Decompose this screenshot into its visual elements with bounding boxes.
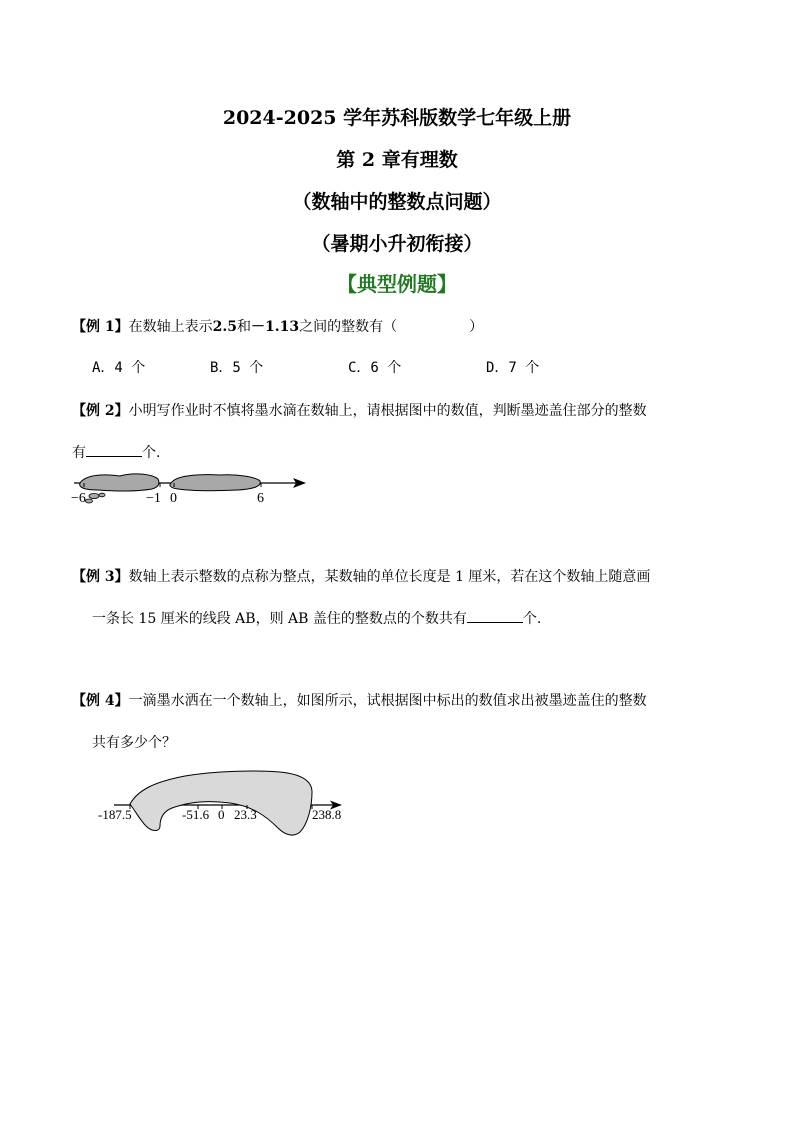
title-line-3: （数轴中的整数点问题） [292, 191, 502, 213]
example-2-text: 小明写作业时不慎将墨水滴在数轴上，请根据图中的数值，判断墨迹盖住部分的整数 [128, 403, 647, 419]
example-4-label: 【例 4】 [72, 693, 129, 709]
example-2-line-1 [72, 400, 647, 420]
example-1-num-b: －1.13 [250, 319, 300, 335]
example-1-text-a: 在数轴上表示 [128, 319, 213, 335]
example-1-option-d: D．7 个 [486, 360, 540, 376]
example-4-label-neg51: -51.6 [182, 807, 210, 822]
example-2-line-2 [72, 442, 160, 462]
example-4-text: 一滴墨水洒在一个数轴上，如图所示，试根据图中标出的数值求出被墨迹盖住的整数 [128, 693, 647, 709]
example-2-text-a: 有 [72, 445, 86, 461]
example-1 [72, 316, 483, 336]
section-heading: 【典型例题】 [337, 272, 457, 296]
example-1-label: 【例 1】 [72, 319, 129, 335]
example-3-label: 【例 3】 [72, 569, 129, 585]
example-1-text-b: 和 [236, 319, 251, 335]
example-3-text: 数轴上表示整数的点称为整点，某数轴的单位长度是 1 厘米，若在这个数轴上随意画 [128, 569, 651, 585]
example-4-number-line [90, 766, 360, 842]
example-4-label-23: 23.3 [234, 807, 257, 822]
example-3-line-2 [92, 608, 541, 628]
example-2-label-zero: 0 [170, 491, 177, 506]
example-3-text-b: 个. [522, 611, 542, 627]
title-line-2: 第 2 章有理数 [336, 149, 458, 171]
example-1-num-a: 2.5 [212, 319, 237, 335]
example-3-line-1 [72, 566, 650, 586]
title-line-1: 2024-2025 学年苏科版数学七年级上册 [222, 107, 572, 129]
example-4-line-1 [72, 690, 647, 710]
example-4-line-2: 共有多少个？ [92, 735, 176, 751]
title-line-4: （暑期小升初衔接） [311, 233, 483, 255]
example-2-label: 【例 2】 [72, 403, 129, 419]
example-1-option-a: A．4 个 [92, 360, 146, 376]
example-2-label-6: 6 [257, 491, 264, 506]
example-1-text-c: 之间的整数有（ [299, 319, 398, 335]
example-1-text-d: ） [469, 319, 484, 335]
example-1-option-b: B．5 个 [210, 360, 264, 376]
example-4-label-neg187: -187.5 [98, 807, 132, 822]
example-4-label-238: 238.8 [312, 807, 342, 822]
example-1-option-c: C．6 个 [348, 360, 402, 376]
example-3-answer-blank[interactable] [467, 608, 523, 623]
example-2-label-neg6: −6 [71, 491, 86, 506]
example-2-label-neg1: −1 [146, 491, 161, 506]
example-2-text-b: 个. [142, 445, 161, 461]
example-4-label-zero: 0 [218, 807, 225, 822]
example-3-text-a: 一条长 15 厘米的线段 AB，则 AB 盖住的整数点的个数共有 [92, 611, 467, 627]
example-2-answer-blank[interactable] [86, 442, 142, 457]
example-2-number-line [60, 466, 320, 508]
